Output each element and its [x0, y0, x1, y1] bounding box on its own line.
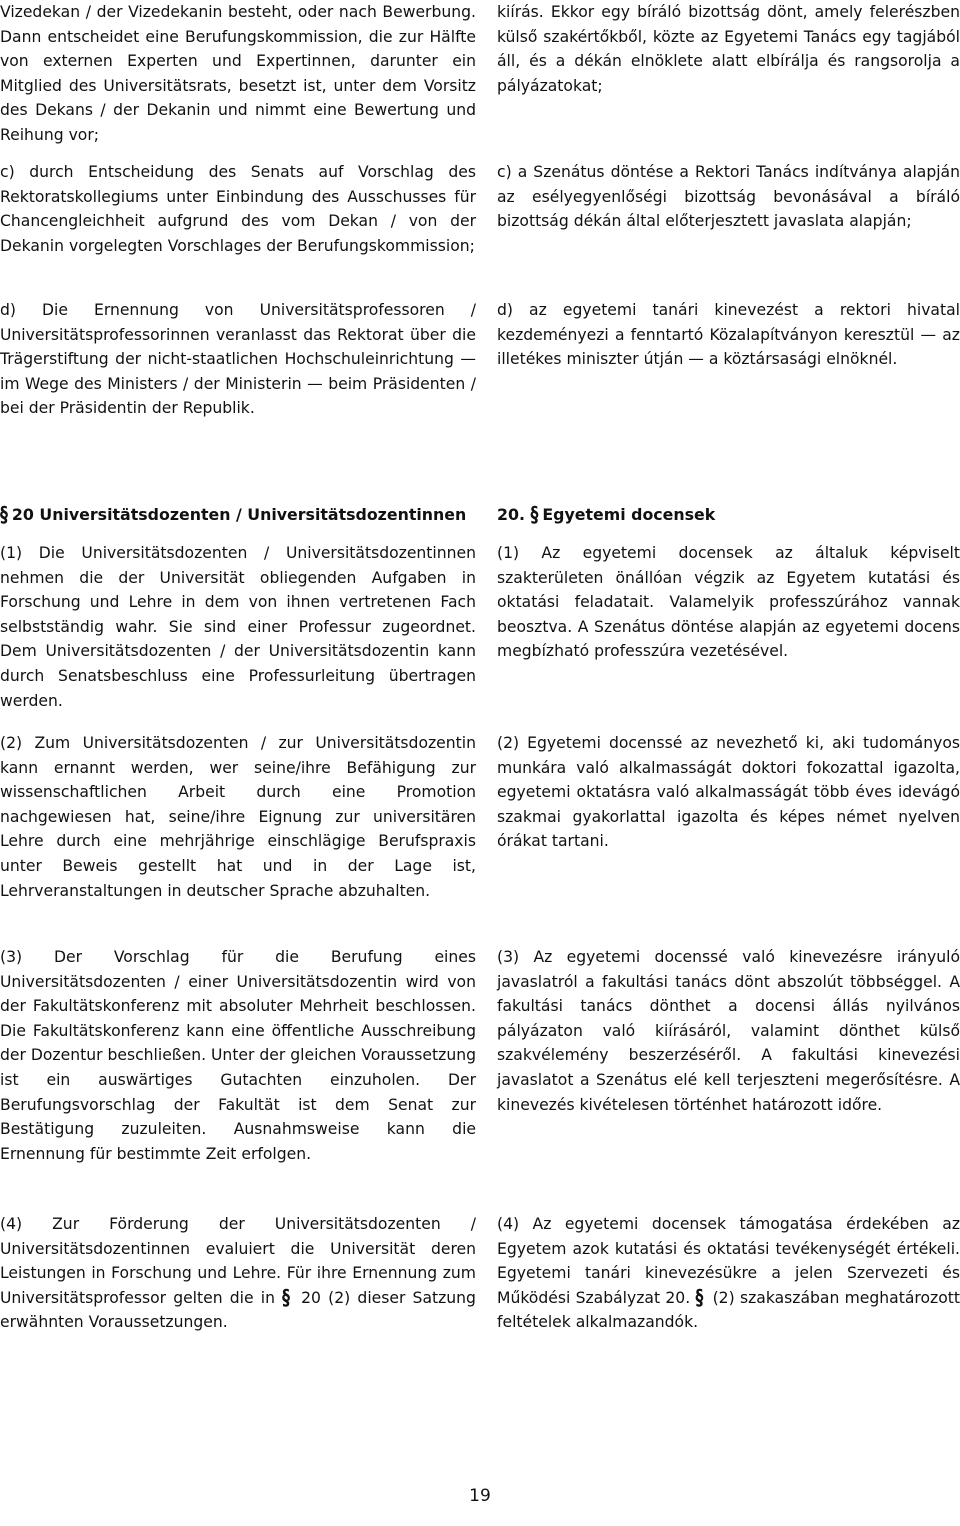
hungarian-heading-number: 20.: [497, 505, 525, 524]
hungarian-paragraph-4-start: (4) Az egyetemi docensek támogatása érdekében az Egyetem azok kutatási és oktatási tevékenységét értékeli. Egyetemi tanári kinevezésükre a jelen Szervezeti és Működési Szabályzat 20.: [497, 1215, 960, 1307]
hungarian-item-d: d) az egyetemi tanári kinevezést a rektori hivatal kezdeményezi a fenntartó Közalapítványon keresztül — az illetékes miniszter útján — a köztársasági elnöknél.: [497, 301, 960, 369]
hungarian-item-c: c) a Szenátus döntése a Rektori Tanács indítványa alapján az esélyegyenlőségi bizottság bevonásával a bíráló bizottság dékán által előterjesztett javaslata alapján;: [497, 163, 960, 231]
german-heading-section-sign: §: [0, 501, 8, 528]
hungarian-paragraph-2: (2) Egyetemi docenssé az nevezhető ki, aki tudományos munkára való alkalmasságát doktori fokozattal igazolta, egyetemi oktatásra való alkalmasságát több éves idevágó szakmai gyakorlattal igazolta és képes német nyelven órákat tartani.: [497, 734, 960, 851]
german-paragraph-4-end: 20 (2) dieser Satzung erwähnten Voraussetzungen.: [0, 1288, 476, 1332]
page-number: 19: [469, 1486, 491, 1506]
german-paragraph-4-start: (4) Zur Förderung der Universitätsdozenten / Universitätsdozentinnen evaluiert die Universität deren Leistungen in Forschung und Lehre. Für ihre Ernennung zum Universitätsprofessor gelten die in: [0, 1215, 476, 1307]
german-intro-continuation: Vizedekan / der Vizedekanin besteht, oder nach Bewerbung. Dann entscheidet eine Berufungskommission, die zur Hälfte von externen Experten und Expertinnen, darunter ein Mitglied des Universitätsrats, besetzt ist, unter dem Vorsitz des Dekans / der Dekanin und nimmt eine Bewertung und Reihung vor;: [0, 3, 476, 144]
german-heading-text: 20 Universitätsdozenten / Universitätsdozentinnen: [11, 505, 467, 524]
hungarian-heading-section-sign: §: [530, 501, 539, 528]
german-item-c: c) durch Entscheidung des Senats auf Vorschlag des Rektoratskollegiums unter Einbindung des Ausschusses für Chancengleichheit aufgrund des vom Dekan / von der Dekanin vorgelegten Vorschlages der Berufungskommission;: [0, 163, 476, 255]
german-para4-section-sign: §: [282, 1285, 290, 1310]
hungarian-paragraph-3: (3) Az egyetemi docenssé való kinevezésre irányuló javaslatról a fakultási tanács dönt abszolút többséggel. A fakultási tanács dönthet a docensi állás nyilvános pályázaton való kiírásáról, valamint dönthet külső szakvélemény beszerzéséről. A fakultási kinevezési javaslatot a Szenátus elé kell terjeszteni megerősítésre. A kinevezés kivételesen történhet határozott időre.: [497, 948, 960, 1114]
hungarian-paragraph-1: (1) Az egyetemi docensek az általuk képviselt szakterületen önállóan végzik az Egyetem kutatási és oktatási feladatait. Valamelyik professzúrához vannak beosztva. A Szenátus döntése alapján az egyetemi docens megbízható professzúra vezetésével.: [497, 544, 960, 661]
german-section-heading: [0, 503, 476, 528]
german-paragraph-4: [0, 1212, 476, 1335]
hungarian-paragraph-4: [497, 1212, 960, 1335]
hungarian-intro-continuation: kiírás. Ekkor egy bíráló bizottság dönt, amely felerészben külső szakértőkből, közte az Egyetemi Tanács egy tagjából áll, és a dékán elnöklete alatt elbírálja és rangsorolja a pályázatokat;: [497, 3, 960, 95]
german-paragraph-2: (2) Zum Universitätsdozenten / zur Universitätsdozentin kann ernannt werden, wer seine/ihre Befähigung zur wissenschaftlichen Arbeit durch eine Promotion nachgewiesen hat, seine/ihre Eignung zur universitären Lehre durch eine mehrjährige einschlägige Berufspraxis unter Beweis gestellt hat und in der Lage ist, Lehrveranstaltungen in deutscher Sprache abzuhalten.: [0, 734, 476, 900]
hungarian-section-heading: [497, 503, 960, 528]
german-item-d: d) Die Ernennung von Universitätsprofessoren / Universitätsprofessorinnen veranlasst das Rektorat über die Trägerstiftung der nicht-staatlichen Hochschuleinrichtung — im Wege des Ministers / der Ministerin — beim Präsidenten / bei der Präsidentin der Republik.: [0, 301, 476, 418]
hungarian-para4-section-sign: §: [695, 1285, 704, 1310]
german-paragraph-3: (3) Der Vorschlag für die Berufung eines Universitätsdozenten / einer Universitätsdozentin wird von der Fakultätskonferenz mit absoluter Mehrheit beschlossen. Die Fakultätskonferenz kann eine öffentliche Ausschreibung der Dozentur beschließen. Unter der gleichen Voraussetzung ist ein auswärtiges Gutachten einzuholen. Der Berufungsvorschlag der Fakultät ist dem Senat zur Bestätigung zuzuleiten. Ausnahmsweise kann die Ernennung für bestimmte Zeit erfolgen.: [0, 948, 476, 1163]
german-paragraph-1: (1) Die Universitätsdozenten / Universitätsdozentinnen nehmen die der Universität obliegenden Aufgaben in Forschung und Lehre in dem von ihnen vertretenen Fach selbstständig wahr. Sie sind einer Professur zugeordnet. Dem Universitätsdozenten / der Universitätsdozentin kann durch Senatsbeschluss eine Professurleitung übertragen werden.: [0, 544, 476, 710]
hungarian-paragraph-4-end: (2) szakaszában meghatározott feltételek alkalmazandók.: [497, 1288, 960, 1332]
hungarian-heading-text: Egyetemi docensek: [542, 505, 716, 524]
